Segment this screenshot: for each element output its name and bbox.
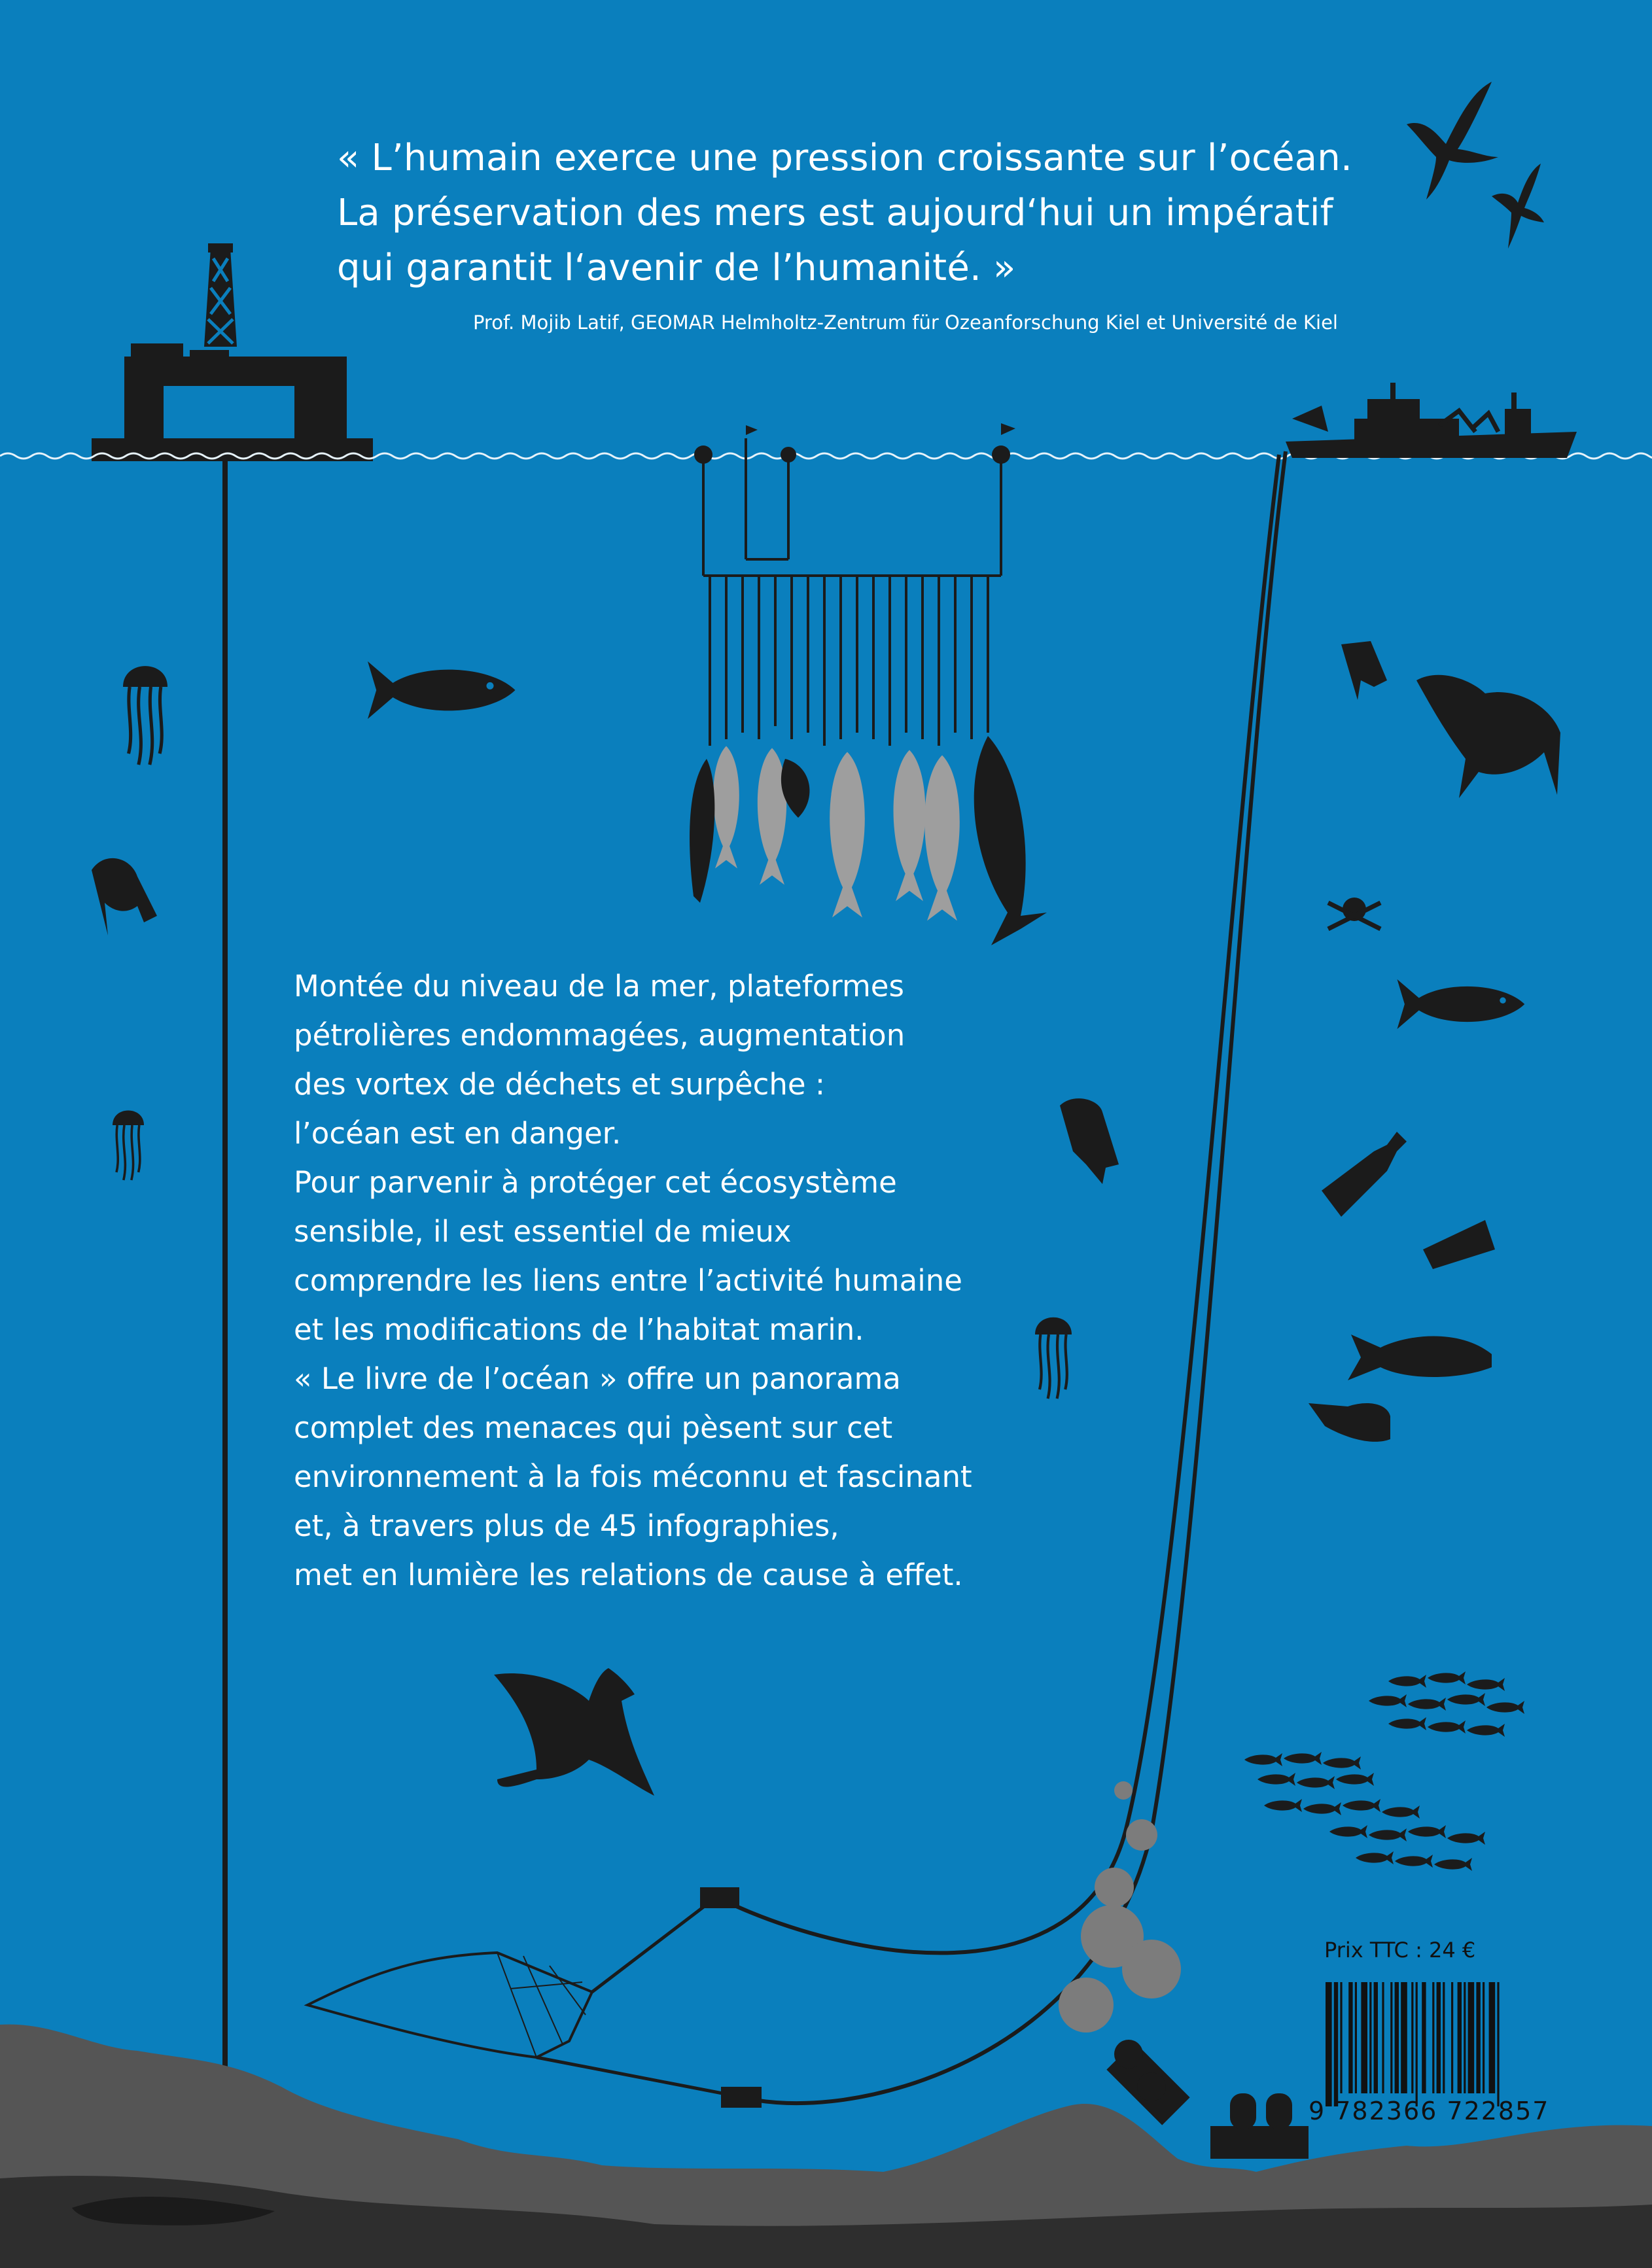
blurb-line: complet des menaces qui pèsent sur cet <box>294 1410 893 1445</box>
barcode-bar <box>1416 1982 1418 2106</box>
barcode-bar <box>1382 1982 1384 2093</box>
barcode-bar <box>1489 1982 1496 2093</box>
barcode-bar <box>1390 1982 1392 2093</box>
barcode-bar <box>1443 1982 1445 2093</box>
blurb-line: comprendre les liens entre l’activité humaine <box>294 1263 962 1298</box>
blurb-line: « Le livre de l’océan » offre un panorama <box>294 1361 901 1396</box>
barcode-bar <box>1374 1982 1378 2093</box>
bycatch-group <box>690 736 1047 945</box>
can-icon <box>1423 1220 1495 1269</box>
mahi-mahi-icon <box>1309 1335 1492 1442</box>
barcode-bar <box>1458 1982 1462 2093</box>
barcode <box>1326 1982 1562 2106</box>
barcode-bar <box>1334 1982 1338 2106</box>
blurb-line: sensible, il est essentiel de mieux <box>294 1214 792 1249</box>
barcode-bar <box>1464 1982 1466 2093</box>
blurb-line: pétrolières endommagées, augmentation <box>294 1018 905 1053</box>
barcode-bar <box>1483 1982 1485 2093</box>
isbn-number: 9 782366 722857 <box>1309 2097 1550 2125</box>
seabird-icon <box>1407 82 1544 249</box>
longline-icon <box>703 438 1001 746</box>
trawler-ship-icon <box>1286 383 1577 458</box>
barcode-bar <box>1437 1982 1441 2093</box>
trawl-net-icon <box>308 1897 739 2097</box>
blurb-line: et, à travers plus de 45 infographies, <box>294 1509 839 1543</box>
barcode-bar <box>1411 1982 1413 2093</box>
quote-line: qui garantit l‘avenir de l’humanité. » <box>337 247 1016 289</box>
blurb-line: l’océan est en danger. <box>294 1116 622 1151</box>
quote-line: « L’humain exerce une pression croissante sur l’océan. <box>337 137 1352 179</box>
barcode-bar <box>1326 1982 1332 2106</box>
skull-crossbones-icon <box>1328 898 1380 929</box>
blurb-line: et les modifications de l’habitat marin. <box>294 1312 864 1347</box>
fish-school-icon <box>1244 1671 1524 1871</box>
blurb-line: met en lumière les relations de cause à effet. <box>294 1558 963 1592</box>
quote-attribution: Prof. Mojib Latif, GEOMAR Helmholtz-Zentrum für Ozeanforschung Kiel et Université de Kiel <box>472 311 1338 334</box>
blurb-text <box>294 962 1027 1599</box>
blurb-line: environnement à la fois méconnu et fascinant <box>294 1459 972 1494</box>
barcode-bar <box>1355 1982 1357 2093</box>
barcode-bar <box>1468 1982 1475 2093</box>
barcode-bar <box>1361 1982 1367 2093</box>
blurb-line: Pour parvenir à protéger cet écosystème <box>294 1165 897 1200</box>
barcode-bar <box>1451 1982 1453 2093</box>
barcode-bar <box>1369 1982 1371 2093</box>
bubble-icon <box>1059 1781 1181 2032</box>
quote-line: La préservation des mers est aujourd‘hui un impératif <box>337 192 1333 234</box>
barcode-bar <box>1422 1982 1426 2093</box>
price-label: Prix TTC : 24 € <box>1324 1938 1476 1963</box>
barcode-bar <box>1340 1982 1342 2093</box>
bottle-icon <box>1322 1132 1407 1217</box>
barcode-bar <box>1401 1982 1407 2093</box>
sea-turtle-icon <box>1416 675 1560 798</box>
quote-block <box>337 131 1397 296</box>
blurb-line: Montée du niveau de la mer, plateformes <box>294 969 904 1003</box>
blurb-line: des vortex de déchets et surpêche : <box>294 1067 826 1102</box>
barcode-bar <box>1476 1982 1480 2093</box>
manta-ray-icon <box>494 1668 654 1796</box>
barcode-bar <box>1348 1982 1352 2093</box>
barcode-bar <box>1395 1982 1399 2093</box>
barcode-bar <box>1432 1982 1434 2093</box>
barcode-bar <box>1497 1982 1499 2106</box>
